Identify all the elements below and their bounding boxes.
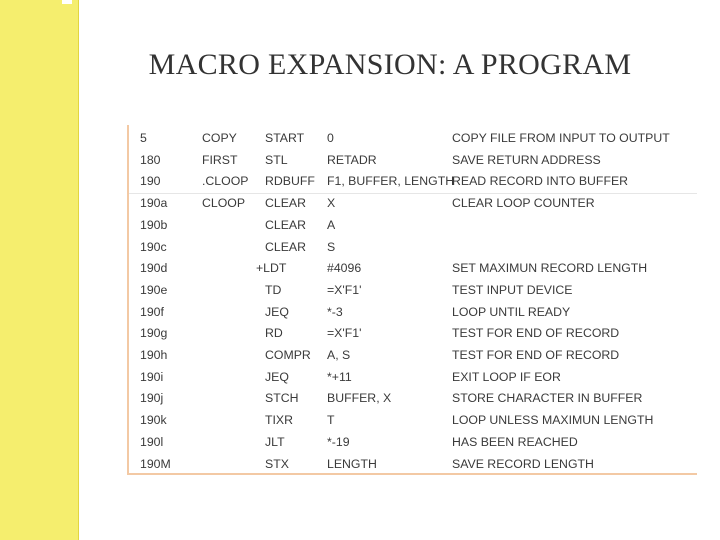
operand-field: T xyxy=(327,413,335,428)
operand-field: LENGTH xyxy=(327,456,377,471)
operand-field: *+11 xyxy=(327,369,352,384)
label-field: COPY xyxy=(202,131,237,145)
line-number: 190h xyxy=(140,348,168,362)
comment-field: HAS BEEN REACHED xyxy=(452,434,578,449)
opcode-field: CLEAR xyxy=(265,239,307,254)
comment-field: LOOP UNTIL READY xyxy=(452,304,571,319)
comment-field: LOOP UNLESS MAXIMUN LENGTH xyxy=(452,413,654,428)
comment-field: TEST FOR END OF RECORD xyxy=(452,348,620,362)
operand-field: 0 xyxy=(327,131,334,145)
line-number: 190k xyxy=(140,413,167,428)
comment-field: SAVE RECORD LENGTH xyxy=(452,456,594,471)
operand-field: =X'F1' xyxy=(327,282,362,297)
line-number: 190M xyxy=(140,456,171,471)
slide-title: MACRO EXPANSION: A PROGRAM xyxy=(148,48,632,81)
label-field: FIRST xyxy=(202,152,238,167)
listing-row xyxy=(129,128,697,149)
listing-row xyxy=(129,258,697,279)
opcode-field: +LDT xyxy=(256,261,287,276)
line-number: 180 xyxy=(140,152,161,167)
listing-row xyxy=(129,454,697,475)
line-number: 190g xyxy=(140,326,168,341)
line-number: 190 xyxy=(140,174,161,189)
line-number: 190j xyxy=(140,391,164,406)
comment-field: SAVE RETURN ADDRESS xyxy=(452,152,601,167)
line-number: 190a xyxy=(140,196,168,211)
operand-field: A xyxy=(327,217,336,232)
line-number: 190b xyxy=(140,217,168,232)
listing-row xyxy=(129,388,697,409)
line-number: 190d xyxy=(140,261,168,276)
listing-row xyxy=(129,367,697,388)
listing-row xyxy=(129,410,697,431)
listing-row xyxy=(129,345,697,366)
listing-row xyxy=(129,302,697,323)
comment-field: TEST FOR END OF RECORD xyxy=(452,326,620,341)
opcode-field: JEQ xyxy=(265,369,289,384)
comment-field: CLEAR LOOP COUNTER xyxy=(452,196,595,211)
listing-row xyxy=(129,150,697,171)
comment-field: TEST INPUT DEVICE xyxy=(452,282,573,297)
listing-row xyxy=(129,432,697,453)
operand-field: A, S xyxy=(327,348,351,362)
operand-field: X xyxy=(327,196,336,211)
comment-field: SET MAXIMUN RECORD LENGTH xyxy=(452,261,648,276)
opcode-field: CLEAR xyxy=(265,196,307,211)
operand-field: #4096 xyxy=(327,261,362,276)
opcode-field: COMPR xyxy=(265,348,311,362)
opcode-field: JEQ xyxy=(265,304,289,319)
listing-row xyxy=(129,237,697,258)
program-listing xyxy=(127,125,697,475)
line-number: 190i xyxy=(140,369,164,384)
opcode-field: RD xyxy=(265,326,283,341)
opcode-field: STL xyxy=(265,152,288,167)
opcode-field: STCH xyxy=(265,391,299,406)
line-number: 190f xyxy=(140,304,164,319)
opcode-field: TIXR xyxy=(265,413,294,428)
listing-row xyxy=(129,323,697,344)
operand-field: *-19 xyxy=(327,434,350,449)
line-number: 5 xyxy=(140,131,147,145)
comment-field: READ RECORD INTO BUFFER xyxy=(452,174,629,189)
operand-field: S xyxy=(327,239,336,254)
listing-row xyxy=(129,171,697,192)
line-number: 190l xyxy=(140,434,164,449)
opcode-field: RDBUFF xyxy=(265,174,315,189)
comment-field: STORE CHARACTER IN BUFFER xyxy=(452,391,643,406)
line-number: 190c xyxy=(140,239,167,254)
operand-field: *-3 xyxy=(327,304,343,319)
opcode-field: TD xyxy=(265,282,282,297)
operand-field: BUFFER, X xyxy=(327,391,392,406)
operand-field: RETADR xyxy=(327,152,377,167)
opcode-field: START xyxy=(265,131,305,145)
opcode-field: JLT xyxy=(265,434,285,449)
line-number: 190e xyxy=(140,282,168,297)
listing-row xyxy=(129,215,697,236)
operand-field: F1, BUFFER, LENGTH xyxy=(327,174,455,189)
sidebar-tick xyxy=(62,0,72,4)
operand-field: =X'F1' xyxy=(327,326,362,341)
comment-field: COPY FILE FROM INPUT TO OUTPUT xyxy=(452,131,670,145)
listing-row xyxy=(129,193,697,214)
listing-row xyxy=(129,280,697,301)
label-field: CLOOP xyxy=(202,196,246,211)
opcode-field: STX xyxy=(265,456,289,471)
comment-field: EXIT LOOP IF EOR xyxy=(452,369,561,384)
opcode-field: CLEAR xyxy=(265,217,307,232)
label-field: .CLOOP xyxy=(202,174,249,189)
